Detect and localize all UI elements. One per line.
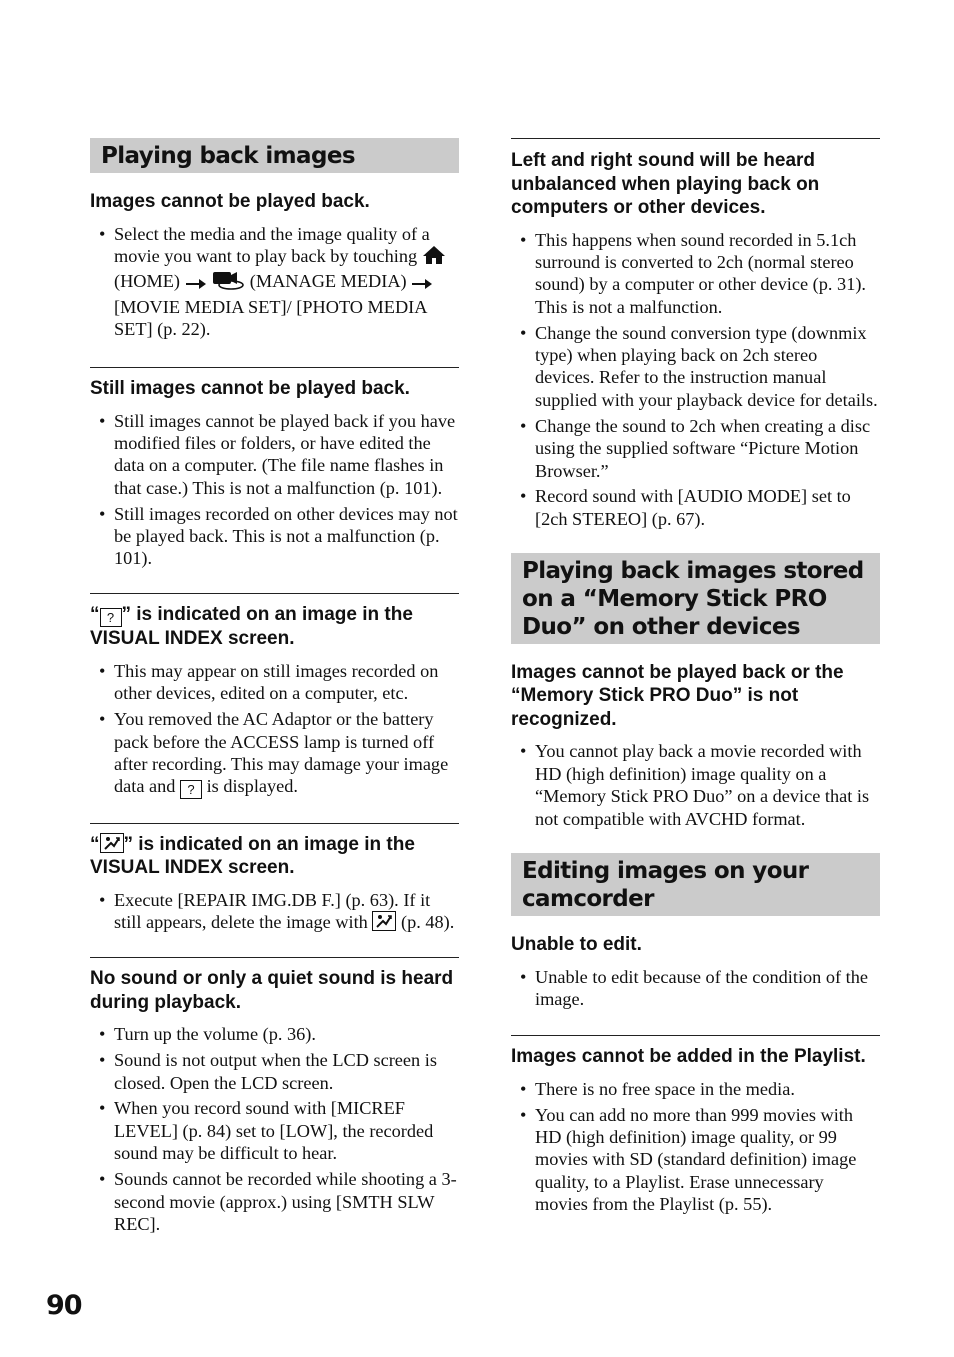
question-box-icon: ?	[180, 780, 202, 799]
list-item: • When you record sound with [MICREF LEVEL] (p. 84) set to [LOW], the recorded sound may be difficult to hear.	[90, 1097, 459, 1164]
section-banner-memory-stick	[511, 553, 880, 644]
list-item: • This may appear on still images recorded on other devices, edited on a computer, etc.	[90, 660, 459, 705]
text: is displayed.	[206, 776, 298, 797]
home-icon	[422, 245, 446, 270]
manage-media-icon	[211, 270, 245, 295]
text: (p. 48).	[400, 912, 455, 933]
section-banner-playing-back-images	[90, 138, 459, 173]
list-item: • Sounds cannot be recorded while shooting a 3-second movie (approx.) using [SMTH SLW REC].	[90, 1168, 459, 1235]
section-title: Editing images on your camcorder	[522, 858, 809, 913]
list-item: • Turn up the volume (p. 36).	[90, 1023, 459, 1045]
list-item	[90, 889, 459, 934]
bullet-list	[511, 740, 880, 830]
bullet-list	[90, 1023, 459, 1235]
text: ” is indicated on an image in the VISUAL INDEX screen.	[90, 604, 413, 650]
list-item: • Still images cannot be played back if you have modified files or folders, or have edited the data on a computer. (The file name flashes in that case.) This is not a malfunction (p. 101).	[90, 410, 459, 500]
heading-unbalanced-sound: Left and right sound will be heard unbalanced when playing back on computers or other devices.	[511, 150, 820, 218]
bullet-list	[511, 966, 880, 1011]
section-title: Playing back images	[101, 143, 355, 169]
section-banner-editing-images	[511, 853, 880, 916]
list-item: • You can add no more than 999 movies with HD (high definition) image quality, or 99 movies with SD (standard definition) image quality, to a Playlist. Erase unnecessary movies from the Playlist (p. 55).	[511, 1104, 880, 1216]
text: Execute [REPAIR IMG.DB F.] (p. 63). If it still appears, delete the image with	[114, 889, 431, 933]
bullet-list	[90, 660, 459, 800]
list-item: • Record sound with [AUDIO MODE] set to [2ch STEREO] (p. 67).	[511, 485, 880, 530]
bullet-list	[511, 229, 880, 531]
right-arrow-icon	[411, 273, 433, 295]
damaged-image-icon	[100, 833, 124, 853]
heading-damaged-image-indicated	[90, 833, 459, 880]
text: Select the media and the image quality of a movie you want to play back by touching	[114, 223, 430, 266]
list-item: • Change the sound conversion type (downmix type) when playing back on 2ch stereo devices. Refer to the instruction manual supplied with your playback device for details.	[511, 322, 880, 412]
section-title: Playing back images stored on a “Memory Stick PRO Duo” on other devices	[522, 557, 864, 640]
heading-no-sound: No sound or only a quiet sound is heard during playback.	[90, 968, 454, 1013]
list-item: • Still images recorded on other devices may not be played back. This is not a malfunction (p. 101).	[90, 503, 459, 570]
bullet-list	[511, 1078, 880, 1216]
text: [MOVIE MEDIA SET]/ [PHOTO MEDIA SET] (p. 22).	[114, 296, 427, 340]
text: (HOME)	[114, 271, 181, 292]
list-item: • This happens when sound recorded in 5.1ch surround is converted to 2ch (normal stereo sound) by a computer or other device (p. 31). This is not a malfunction.	[511, 229, 880, 319]
heading-playlist: Images cannot be added in the Playlist.	[511, 1046, 866, 1068]
text: “	[90, 833, 100, 855]
list-item: • Sound is not output when the LCD screen is closed. Open the LCD screen.	[90, 1049, 459, 1094]
list-item: • Change the sound to 2ch when creating a disc using the supplied software “Picture Motion Browser.”	[511, 415, 880, 482]
list-item	[90, 223, 459, 341]
list-item	[90, 708, 459, 799]
heading-memory-stick-not-recognized: Images cannot be played back or the “Memory Stick PRO Duo” is not recognized.	[511, 661, 844, 730]
bullet-list	[90, 889, 459, 934]
damaged-image-icon	[372, 911, 396, 931]
list-item: • You cannot play back a movie recorded with HD (high definition) image quality on a “Memory Stick PRO Duo” on a device that is not compatible with AVCHD format.	[511, 740, 880, 830]
text: ” is indicated on an image in the VISUAL INDEX screen.	[90, 833, 415, 879]
question-box-icon: ?	[100, 608, 122, 627]
heading-images-cannot-be-played: Images cannot be played back.	[90, 191, 370, 212]
text: You removed the AC Adaptor or the battery pack before the ACCESS lamp is turned off after recording. This may damage your image data and	[114, 709, 449, 797]
bullet-list	[90, 410, 459, 570]
list-item: • There is no free space in the media.	[511, 1078, 880, 1100]
list-item: • Unable to edit because of the condition of the image.	[511, 966, 880, 1011]
right-arrow-icon	[185, 273, 207, 295]
text: “	[90, 604, 100, 626]
left-column	[90, 138, 459, 1239]
heading-still-images-cannot-be-played: Still images cannot be played back.	[90, 378, 410, 400]
bullet-list	[90, 223, 459, 341]
text: (MANAGE MEDIA)	[249, 271, 407, 292]
right-column	[511, 138, 880, 1219]
heading-question-mark-indicated	[90, 603, 459, 651]
page-number: 90	[46, 1290, 82, 1321]
heading-unable-to-edit: Unable to edit.	[511, 934, 642, 956]
